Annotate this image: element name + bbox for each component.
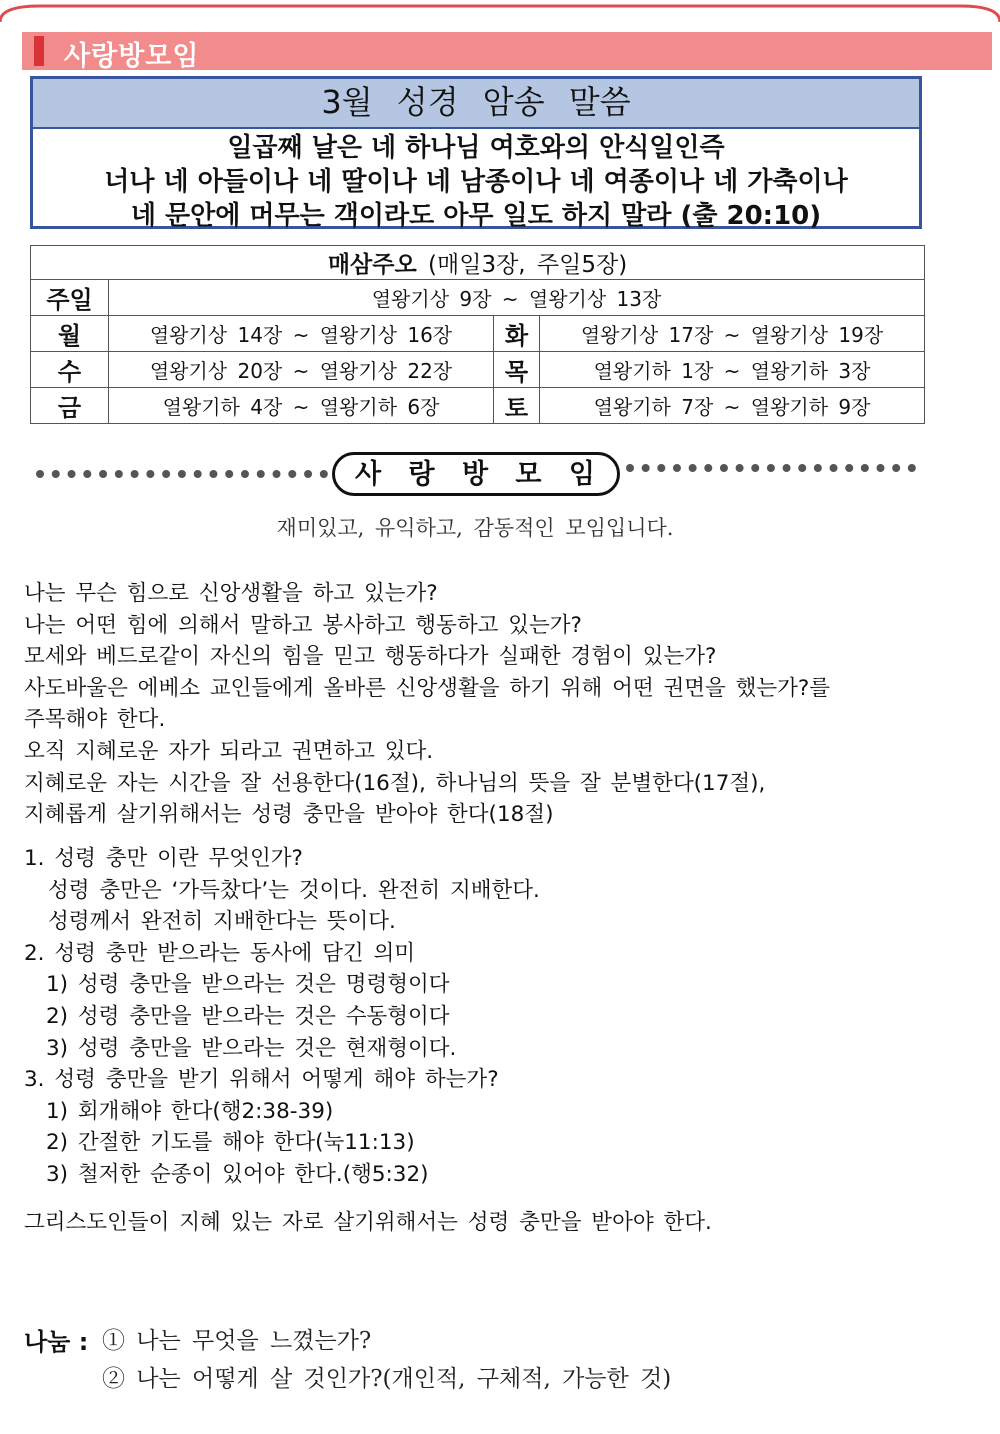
reading-plan-name: 매삼주오 bbox=[327, 252, 417, 278]
body-line: 모세와 베드로같이 자신의 힘을 믿고 행동하다가 실패한 경험이 있는가? bbox=[24, 644, 717, 670]
day-label: 화 bbox=[494, 316, 540, 352]
body-line: 나는 무슨 힘으로 신앙생활을 하고 있는가? bbox=[24, 581, 438, 606]
outline-item: 3) 성령 충만을 받으라는 것은 현재형이다. bbox=[46, 1035, 457, 1061]
verse-line: 네 문안에 머무는 객이라도 아무 일도 하지 말라 (출 20:10) bbox=[130, 201, 822, 231]
top-decorative-arc bbox=[0, 0, 1000, 22]
body-line: 지혜로운 자는 시간을 잘 선용한다(16절), 하나님의 뜻을 잘 분별한다(17절), bbox=[24, 770, 766, 796]
table-row bbox=[31, 352, 925, 388]
day-label: 수 bbox=[31, 352, 109, 388]
header-title: 사랑방모임 bbox=[64, 41, 200, 72]
table-row bbox=[31, 246, 925, 280]
reading-plan-note: (매일3장, 주일5장) bbox=[416, 252, 628, 278]
outline-item: 3) 철저한 순종이 있어야 한다.(행5:32) bbox=[46, 1161, 429, 1187]
verse-line: 너나 네 아들이나 네 딸이나 네 남종이나 네 여종이나 네 가축이나 bbox=[104, 167, 848, 197]
day-label: 목 bbox=[494, 352, 540, 388]
header-banner bbox=[22, 32, 992, 70]
section-title: 사 랑 방 모 임 bbox=[332, 452, 620, 496]
reading-range: 열왕기하 4장 ~ 열왕기하 6장 bbox=[109, 388, 494, 424]
outline-heading: 2. 성령 충만 받으라는 동사에 담긴 의미 bbox=[24, 940, 416, 966]
body-line: 사도바울은 에베소 교인들에게 올바른 신앙생활을 하기 위해 어떤 권면을 했는가?를 bbox=[24, 675, 831, 701]
reading-range: 열왕기상 9장 ~ 열왕기상 13장 bbox=[109, 280, 925, 316]
reading-range: 열왕기하 7장 ~ 열왕기하 9장 bbox=[540, 388, 925, 424]
body-line: 오직 지혜로운 자가 되라고 권면하고 있다. bbox=[24, 738, 434, 764]
sermon-outline bbox=[24, 843, 984, 1191]
outline-heading: 3. 성령 충만을 받기 위해서 어떻게 해야 하는가? bbox=[24, 1067, 499, 1093]
body-line: 지혜롭게 살기위해서는 성령 충만을 받아야 한다(18절) bbox=[24, 802, 554, 828]
memory-verse-title: 3월 성경 암송 말씀 bbox=[33, 79, 919, 129]
day-label: 토 bbox=[494, 388, 540, 424]
reading-range: 열왕기하 1장 ~ 열왕기하 3장 bbox=[540, 352, 925, 388]
verse-line: 일곱째 날은 네 하나님 여호와의 안식일인즉 bbox=[227, 133, 725, 163]
body-line: 주목해야 한다. bbox=[24, 707, 166, 733]
reading-plan-title bbox=[31, 246, 925, 280]
day-label: 금 bbox=[31, 388, 109, 424]
outline-item: 2) 성령 충만을 받으라는 것은 수동형이다 bbox=[46, 1003, 450, 1029]
table-row bbox=[31, 280, 925, 316]
dotted-line-right bbox=[626, 464, 916, 472]
dotted-line-left bbox=[36, 470, 328, 478]
sharing-question-1: ① 나는 무엇을 느꼈는가? bbox=[102, 1328, 372, 1354]
section-subtitle: 재미있고, 유익하고, 감동적인 모임입니다. bbox=[276, 516, 674, 540]
day-label: 주일 bbox=[31, 280, 109, 316]
outline-item: 성령 충만은 ‘가득찼다’는 것이다. 완전히 지배한다. bbox=[48, 877, 540, 903]
bible-reading-table bbox=[30, 245, 925, 424]
body-line: 나는 어떤 힘에 의해서 말하고 봉사하고 행동하고 있는가? bbox=[24, 612, 582, 638]
memory-verse-text bbox=[33, 129, 919, 233]
day-label: 월 bbox=[31, 316, 109, 352]
outline-heading: 1. 성령 충만 이란 무엇인가? bbox=[24, 846, 303, 871]
outline-item: 2) 간절한 기도를 해야 한다(눅11:13) bbox=[46, 1130, 415, 1156]
outline-item: 성령께서 완전히 지배한다는 뜻이다. bbox=[48, 909, 396, 935]
reading-range: 열왕기상 17장 ~ 열왕기상 19장 bbox=[540, 316, 925, 352]
section-divider bbox=[36, 450, 916, 502]
memory-verse-box bbox=[30, 76, 922, 229]
outline-item: 1) 성령 충만을 받으라는 것은 명령형이다 bbox=[46, 972, 450, 998]
sharing-label: 나눔 : bbox=[24, 1328, 89, 1356]
table-row bbox=[31, 388, 925, 424]
outline-item: 1) 회개해야 한다(행2:38-39) bbox=[46, 1098, 334, 1124]
sermon-intro bbox=[24, 578, 984, 831]
sharing-question-2: ② 나는 어떻게 살 것인가?(개인적, 구체적, 가능한 것) bbox=[102, 1366, 672, 1392]
conclusion-text: 그리스도인들이 지혜 있는 자로 살기위해서는 성령 충만을 받아야 한다. bbox=[24, 1210, 712, 1235]
table-row bbox=[31, 316, 925, 352]
reading-range: 열왕기상 14장 ~ 열왕기상 16장 bbox=[109, 316, 494, 352]
header-accent-mark bbox=[34, 36, 44, 66]
reading-range: 열왕기상 20장 ~ 열왕기상 22장 bbox=[109, 352, 494, 388]
